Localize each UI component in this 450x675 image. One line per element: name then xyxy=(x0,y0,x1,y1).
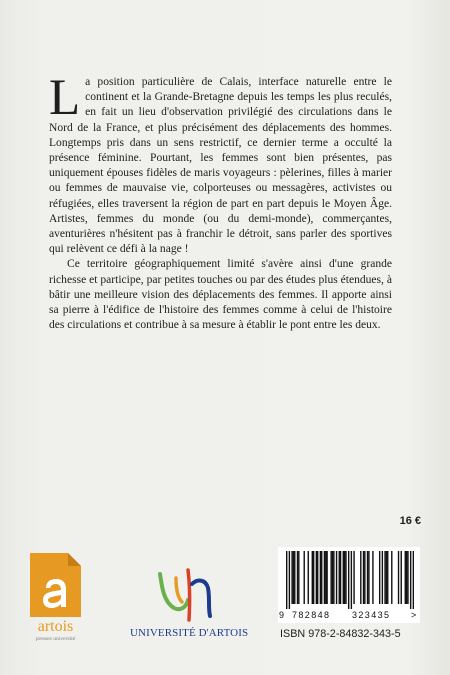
barcode-bar xyxy=(401,551,402,604)
blurb-paragraph-1-text: a position particulière de Calais, interface naturelle entre le continent et la Grande-Bretagne depuis les temps les plus reculés, en fait un lieu d'observation privilégié des circulations dans le Nord de la France, et plus précisément des déplacements des hommes. Longtemps pris dans un sens restrictif, ce dernier terme a occulté la présence féminine. Pourtant, les femmes sont bien présentes, pas uniquement épouses fidèles de maris voyageurs : pèlerines, filles à marier ou femmes de mauvaise vie, colporteuses ou messagères, activistes ou réfugiées, elles traversent la région de part en part depuis le Moyen Âge. Artistes, femmes du monde (ou du demi-monde), commerçantes, aventurières n'hésitent pas à franchir le détroit, sans parler des sportives qui relèvent ce défi à la nage ! xyxy=(49,76,392,256)
barcode-bar xyxy=(406,551,407,604)
barcode-bar xyxy=(289,551,290,609)
price-label: 16 € xyxy=(399,515,421,527)
barcode-group-2: 323435 xyxy=(352,610,391,620)
barcode-bar xyxy=(387,551,388,604)
barcode-bar xyxy=(313,551,314,604)
barcode-bar xyxy=(321,551,322,604)
barcode-bar xyxy=(293,551,294,604)
barcode-bar xyxy=(391,551,392,604)
artois-subtitle: presses université xyxy=(35,636,76,642)
barcode-bar xyxy=(340,551,341,604)
barcode-bar xyxy=(360,551,361,604)
barcode-bar xyxy=(297,551,298,604)
barcode-bar xyxy=(298,551,299,604)
barcode-bar xyxy=(345,551,346,604)
barcode-bar xyxy=(320,551,321,604)
barcode-bar xyxy=(324,551,325,604)
barcode-bar xyxy=(413,551,414,609)
barcode-bar xyxy=(410,551,411,609)
barcode-bar xyxy=(363,551,364,604)
barcode-bar xyxy=(351,551,352,609)
universite-artois-logo xyxy=(130,568,249,646)
barcode-bar xyxy=(304,551,305,604)
blurb-paragraph-2: Ce territoire géographiquement limité s'avère ainsi d'une grande richesse et participe, par petites touches ou par des études plus étendues, à bâtir une meilleure vision des déplacements des femmes. Il apporte ainsi sa pierre à l'édifice de l'histoire des femmes comme à celui de l'histoire des circulations et contribue à sa mesure à établir le pont entre les deux. xyxy=(49,258,392,332)
barcode-bar xyxy=(405,551,406,604)
barcode-bar xyxy=(379,551,380,604)
barcode-bar xyxy=(348,551,349,609)
university-mark-icon xyxy=(152,568,216,626)
barcode-bar xyxy=(286,551,287,609)
barcode-bar xyxy=(407,551,408,604)
barcode-bar xyxy=(325,551,326,604)
barcode-end-mark: > xyxy=(411,610,417,620)
barcode-bar xyxy=(316,551,317,604)
barcode-bar xyxy=(398,551,399,604)
barcode-bars xyxy=(286,551,414,609)
artois-a-icon xyxy=(30,553,81,623)
ean-barcode xyxy=(278,547,420,623)
barcode-bar xyxy=(368,551,369,604)
barcode-first-digit: 9 xyxy=(279,610,285,620)
barcode-bar xyxy=(344,551,345,604)
barcode-bar xyxy=(294,551,295,604)
barcode-bar xyxy=(384,551,385,604)
barcode-bar xyxy=(317,551,318,604)
barcode-bar xyxy=(353,551,354,604)
barcode-bar xyxy=(386,551,387,604)
barcode-bar xyxy=(330,551,331,604)
barcode-bar xyxy=(312,551,313,604)
barcode-bar xyxy=(326,551,327,604)
barcode-bar xyxy=(372,551,373,604)
barcode-bar xyxy=(367,551,368,604)
barcode-bar xyxy=(333,551,334,604)
barcode-group-1: 782848 xyxy=(292,610,331,620)
barcode-bar xyxy=(332,551,333,604)
barcode-bar xyxy=(339,551,340,604)
isbn-label: ISBN 978-2-84832-343-5 xyxy=(280,628,401,640)
barcode-bar xyxy=(343,551,344,604)
artois-wordmark: artois xyxy=(37,618,74,635)
university-wordmark: UNIVERSITÉ D'ARTOIS xyxy=(130,627,249,639)
barcode-bar xyxy=(291,551,292,604)
drop-cap: L xyxy=(49,70,81,126)
artois-presses-logo xyxy=(30,553,81,647)
barcode-bar xyxy=(336,551,337,604)
barcode-bar xyxy=(308,551,309,604)
back-cover-blurb xyxy=(49,70,392,333)
barcode-bar xyxy=(364,551,365,604)
blurb-paragraph-1 xyxy=(49,70,392,257)
barcode-bar xyxy=(382,551,383,604)
